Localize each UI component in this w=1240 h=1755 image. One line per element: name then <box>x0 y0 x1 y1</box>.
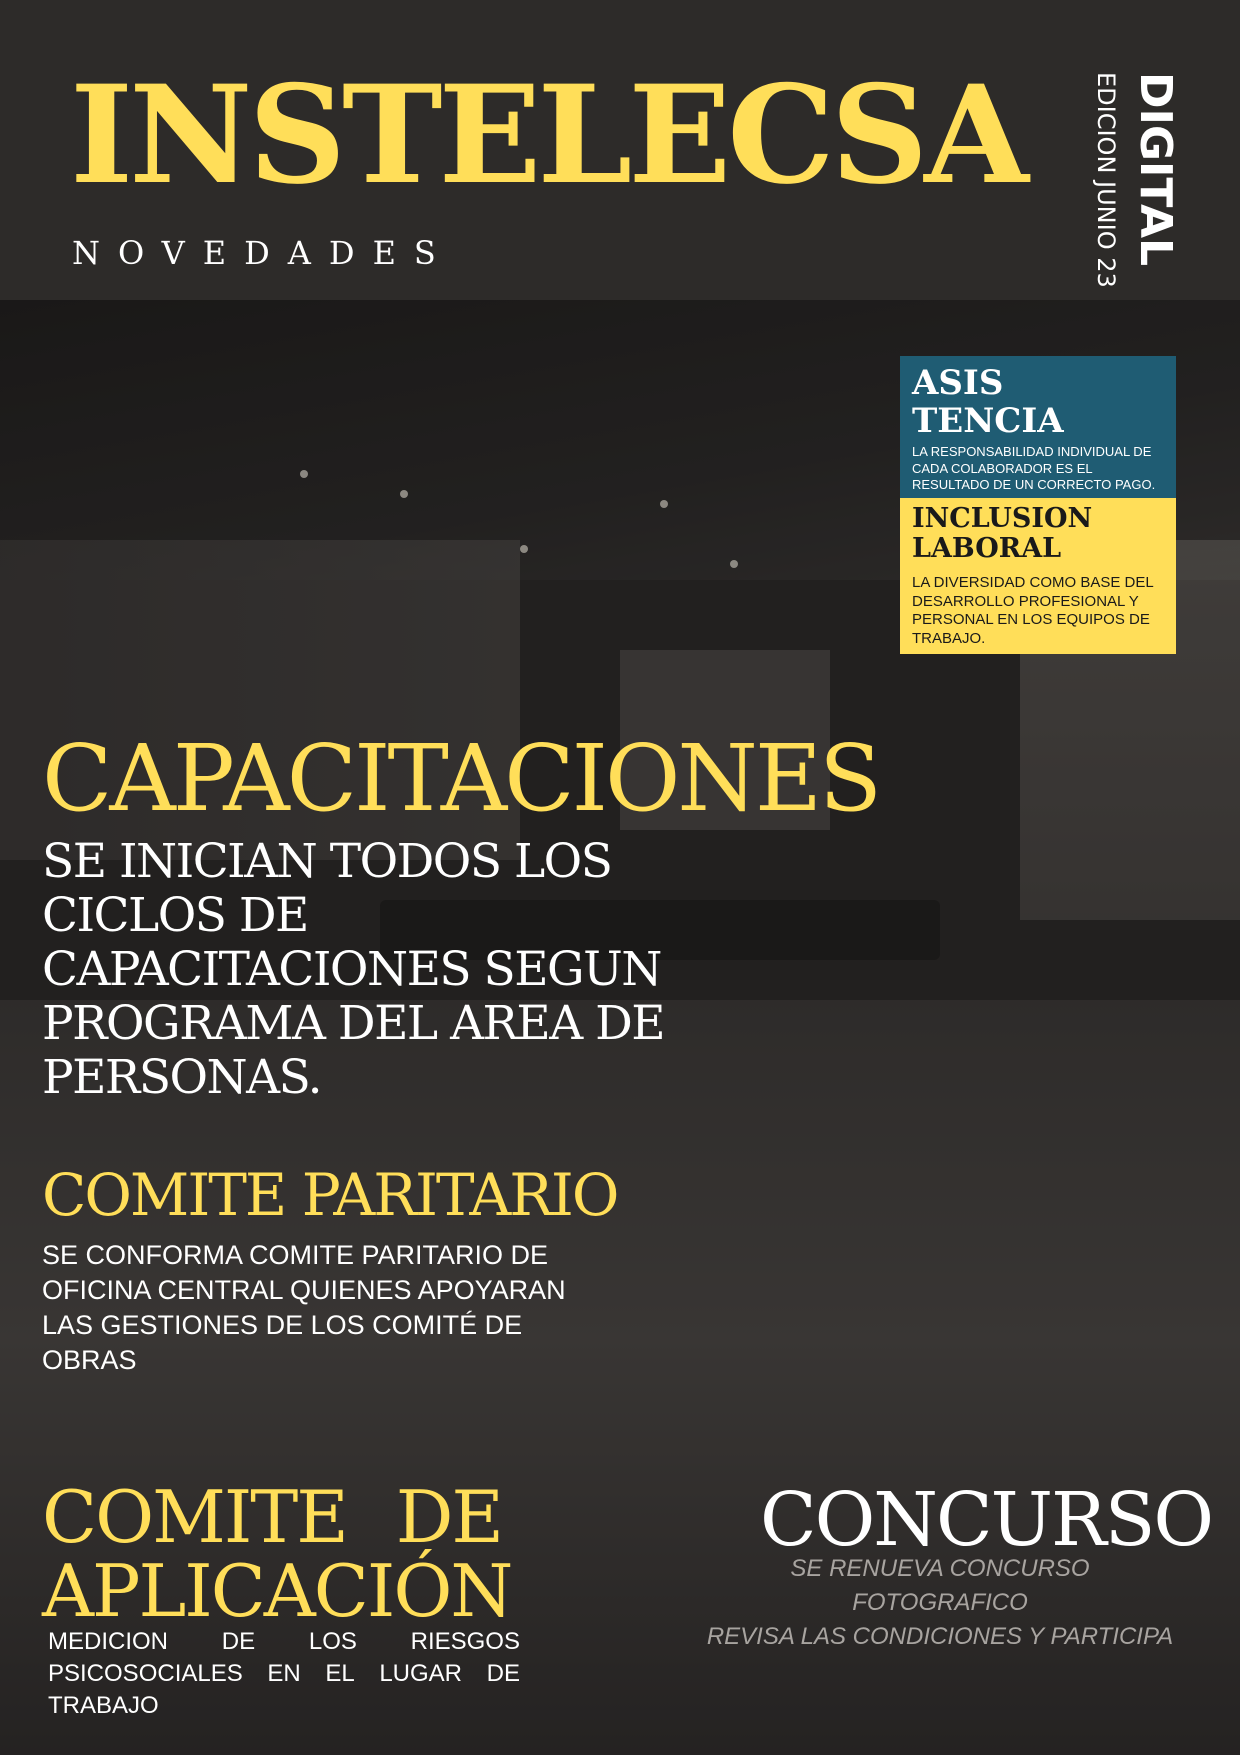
comite-aplicacion-text-row3: TRABAJO <box>48 1692 159 1719</box>
capacitaciones-title: CAPACITACIONES <box>42 725 880 832</box>
comite-aplicacion-title-line1 <box>42 1475 502 1559</box>
comite-aplicacion-text <box>48 1626 520 1722</box>
inclusion-title-line1: INCLUSION <box>912 503 1093 534</box>
comite-paritario-text: SE CONFORMA COMITE PARITARIO DE OFICINA CENTRAL QUIENES APOYARAN LAS GESTIONES DE LOS COMITÉ DE OBRAS <box>42 1240 566 1375</box>
text-word: DE <box>486 1660 520 1687</box>
asistencia-text: LA RESPONSABILIDAD INDIVIDUAL DE CADA COLABORADOR ES EL RESULTADO DE UN CORRECTO PAGO. <box>912 444 1156 492</box>
text-word: EN <box>267 1660 301 1687</box>
concurso-title: CONCURSO <box>760 1477 1213 1563</box>
comite-aplicacion-word2: DE <box>395 1475 502 1559</box>
inclusion-title-line2: LABORAL <box>912 533 1062 564</box>
text-word: RIESGOS <box>410 1628 520 1655</box>
asistencia-title-line1: ASIS <box>912 363 1004 403</box>
comite-aplicacion-text-row1 <box>48 1626 520 1658</box>
comite-aplicacion-text-row2 <box>48 1658 520 1690</box>
comite-aplicacion-title-line2: APLICACIÓN <box>42 1549 512 1633</box>
comite-aplicacion-title <box>42 1475 512 1633</box>
text-word: PSICOSOCIALES <box>48 1660 243 1687</box>
asistencia-box <box>900 356 1176 498</box>
inclusion-title <box>900 498 1176 564</box>
asistencia-title <box>900 356 1176 440</box>
text-word: MEDICION <box>48 1628 168 1655</box>
edition-label: EDICION JUNIO 23 <box>1092 72 1120 288</box>
text-word: DE <box>221 1628 256 1655</box>
asistencia-title-line2: TENCIA <box>912 401 1064 441</box>
comite-aplicacion-word1: COMITE <box>42 1475 347 1559</box>
concurso-text-line1: SE RENUEVA CONCURSO FOTOGRAFICO <box>790 1555 1090 1616</box>
inclusion-text: LA DIVERSIDAD COMO BASE DEL DESARROLLO PROFESIONAL Y PERSONAL EN LOS EQUIPOS DE TRABAJO. <box>912 574 1154 647</box>
comite-paritario-title: COMITE PARITARIO <box>42 1161 618 1229</box>
concurso-text-line2: REVISA LAS CONDICIONES Y PARTICIPA <box>706 1623 1174 1650</box>
inclusion-box <box>900 498 1176 654</box>
concurso-text <box>700 1552 1180 1654</box>
digital-label: DIGITAL <box>1130 72 1181 267</box>
text-word: LUGAR <box>379 1660 462 1687</box>
text-word: LOS <box>308 1628 357 1655</box>
masthead-subtitle: NOVEDADES <box>72 234 454 272</box>
text-word: EL <box>325 1660 355 1687</box>
capacitaciones-text: SE INICIAN TODOS LOS CICLOS DE CAPACITACIONES SEGUN PROGRAMA DEL AREA DE PERSONAS. <box>42 834 665 1105</box>
masthead-title: INSTELECSA <box>70 55 1025 214</box>
edition-vertical <box>1080 72 1180 312</box>
